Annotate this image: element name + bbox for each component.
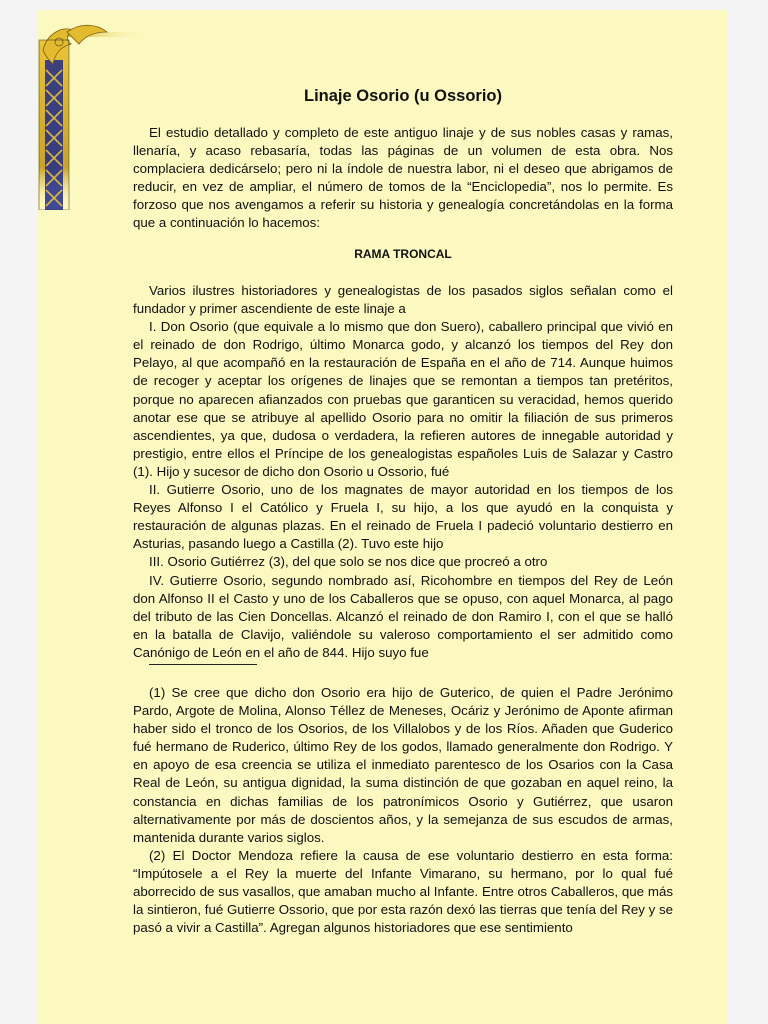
paragraph: II. Gutierre Osorio, uno de los magnates de mayor autoridad en los tiempos de los Reyes Alfonso I el Católico y Fruela I, su hijo, a los que ayudó en la conquista y restauración de algunas plazas. En el reinado de Fruela I padeció voluntario destierro en Asturias, pasando luego a Castilla (2). Tuvo este hijo (133, 482, 673, 552)
footnote: (2) El Doctor Mendoza refiere la causa de ese voluntario destierro en esta forma: “Impútosele a el Rey la muerte del Infante Vimarano, su hermano, por lo qual fué aborrecido de sus vasallos, que amaban mucho al Infante. Entre otros Caballeros, que más la sintieron, fué Gutierre Ossorio, que por esta razón dexó las tierras que tenía del Rey y se pasó a vivir a Castilla”. Agregan algunos historiadores que ese sentimiento (133, 847, 673, 936)
footnote-separator (149, 664, 257, 665)
paragraph: IV. Gutierre Osorio, segundo nombrado así, Ricohombre en tiempos del Rey de León don Alfonso II el Casto y uno de los Caballeros que se opuso, con aquel Monarca, al pago del tributo de las Cien Doncellas. Alcanzó el reinado de don Ramiro I, con el que se halló en la batalla de Clavijo, valiéndole su valeroso comportamiento el ser admitido como Canónigo de León en el año de 844. Hijo suyo fue (133, 572, 673, 660)
main-text (133, 282, 673, 662)
intro-paragraph: El estudio detallado y completo de este antiguo linaje y de sus nobles casas y ramas, llenaría, y acaso rebasaría, todas las páginas de un volumen de esta obra. Nos complaciera dedicárselo; pero ni la índole de nuestra labor, ni el deseo que abrigamos de reducir, en vez de ampliar, el número de tomos de la “Enciclopedia”, nos lo permite. Es forzoso que nos avengamos a referir su historia y genealogía concretándolas en la forma que a continuación lo hacemos: (133, 125, 673, 231)
paragraph: III. Osorio Gutiérrez (3), del que solo se nos dice que procreó a otro (149, 554, 548, 570)
footnote: (1) Se cree que dicho don Osorio era hijo de Guterico, de quien el Padre Jerónimo Pardo, Argote de Molina, Alonso Téllez de Meneses, Ocáriz y Jerónimo de Aponte afirman haber sido el tronco de los Osorios, de los Villalobos y de los Ríos. Añaden que Guderico fué hermano de Ruderico, último Rey de los godos, llamado generalmente don Rodrigo. Y en apoyo de esa creencia se utiliza el inmediato parentesco de los Osarios con la Casa Real de León, su antigua dignidad, la suma distinción de que gozaban en aquel reino, la constancia en dichas familias de los patronímicos Osorio y Gutiérrez, que usaron alternativamente por más de doscientos años, y la semejanza de sus escudos de armas, mantenida durante varios siglos. (133, 685, 673, 845)
intro-block (133, 124, 673, 233)
document-page (37, 10, 728, 1024)
paragraph: I. Don Osorio (que equivale a lo mismo que don Suero), caballero principal que vivió en el reinado de don Rodrigo, último Monarca godo, y alcanzó los tiempos del Rey don Pelayo, al que acompañó en la restauración de España en el año de 714. Aunque huimos de recoger y aceptar los orígenes de linajes que se remontan a tiempos tan pretéritos, porque no aparecen afianzados con pruebas que garanticen su veracidad, hemos querido anotar ese que se atribuye al apellido Osorio para no omitir la filiación de sus primeros ascendientes, ya que, dudosa o verdadera, la refieren autores de innegable autoridad y prestigio, entre ellos el Príncipe de los genealogistas españoles Luis de Salazar y Castro (1). Hijo y sucesor de dicho don Osorio u Ossorio, fué (133, 319, 673, 479)
paragraph: Varios ilustres historiadores y genealogistas de los pasados siglos señalan como el fundador y primer ascendiente de este linaje a (133, 283, 673, 317)
section-heading: RAMA TRONCAL (354, 247, 452, 261)
page-title: Linaje Osorio (u Ossorio) (303, 87, 503, 105)
footnotes (133, 684, 673, 937)
